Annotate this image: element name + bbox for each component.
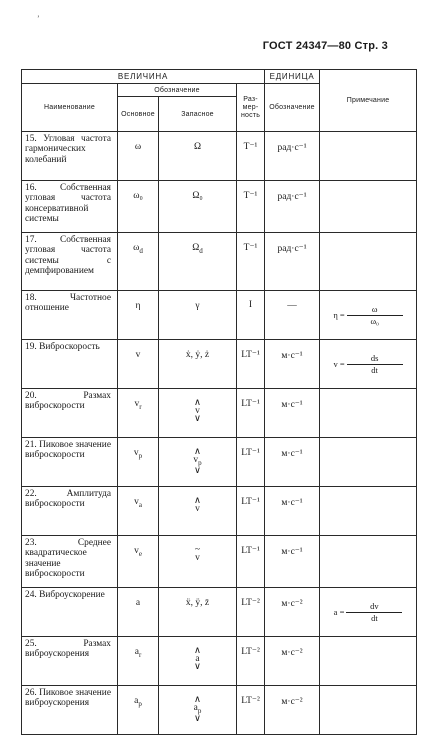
quantity-name-cell: 23. Среднее квадратическое значение виброскорости [22,536,118,588]
quantity-name-cell: 15. Угловая частота гармонических колебаний [22,132,118,181]
table-row [22,340,417,389]
quantity-name-cell: 24. Виброускорение [22,588,118,637]
quantity-name-cell: 17. Собственная угловая частота системы с демпфированием [22,233,118,291]
main-symbol-cell: a [118,588,159,637]
quantity-name-cell: 18. Частотное отношение [22,291,118,340]
dimension-cell: LT⁻¹ [237,487,265,536]
unit-cell: рад·с⁻¹ [265,181,320,233]
main-symbol-cell: $v_e$ [118,536,159,588]
unit-cell: м·с⁻² [265,686,320,735]
dimension-cell: I [237,291,265,340]
dimension-cell: T⁻¹ [237,132,265,181]
alt-symbol-cell: Ω [159,132,237,181]
col-main-header: Основное [118,97,159,132]
note-cell [320,536,417,588]
table-body [22,132,417,735]
dimension-cell: LT⁻² [237,588,265,637]
note-cell [320,132,417,181]
note-cell: a = dv dt [320,588,417,637]
dimension-cell: T⁻¹ [237,181,265,233]
table-row [22,536,417,588]
note-cell [320,389,417,438]
quantity-name-cell: 25. Размах виброускорения [22,637,118,686]
main-symbol-cell: $v_r$ [118,389,159,438]
alt-symbol-cell: ~ v [159,536,237,588]
dimension-cell: LT⁻¹ [237,536,265,588]
note-cell [320,686,417,735]
unit-cell: м·с⁻² [265,637,320,686]
unit-cell: м·с⁻¹ [265,438,320,487]
col-designation-header: Обозначение [118,84,237,97]
unit-cell: м·с⁻¹ [265,487,320,536]
table-row [22,132,417,181]
table-row [22,686,417,735]
col-dim-header [237,84,265,132]
table-row [22,389,417,438]
note-cell [320,233,417,291]
alt-symbol-cell: ẋ, ẏ, ż [159,340,237,389]
table-row [22,181,417,233]
dimension-cell: T⁻¹ [237,233,265,291]
note-cell [320,438,417,487]
table-row [22,291,417,340]
note-cell: v = ds dt [320,340,417,389]
note-cell [320,637,417,686]
unit-cell: м·с⁻¹ [265,536,320,588]
quantity-name-cell: 19. Виброскорость [22,340,118,389]
main-symbol-cell: $\omega_d$ [118,233,159,291]
table-row [22,233,417,291]
alt-symbol-cell: ∧ a ∨ [159,637,237,686]
note-cell [320,181,417,233]
main-symbol-cell: $v_p$ [118,438,159,487]
alt-symbol-cell: ∧ v ∨ [159,389,237,438]
note-cell: η = ω ω₀ [320,291,417,340]
group-unit-header: ЕДИНИЦА [265,70,320,84]
dimension-cell: LT⁻¹ [237,389,265,438]
col-name-header: Наименование [22,84,118,132]
alt-symbol-cell: $\Omega_d$ [159,233,237,291]
page-mark: ʼ [37,14,40,23]
quantities-table [21,69,417,735]
main-symbol-cell: $a_p$ [118,686,159,735]
alt-symbol-cell: ẍ, ÿ, z̈ [159,588,237,637]
unit-cell: м·с⁻² [265,588,320,637]
col-note-header: Примечание [320,70,417,132]
col-dim-label: Раз- мер- ность [240,95,261,119]
unit-cell: — [265,291,320,340]
unit-cell: м·с⁻¹ [265,340,320,389]
alt-symbol-cell: ∧ v [159,487,237,536]
table-row [22,438,417,487]
alt-symbol-cell: ∧ $a_p$ ∨ [159,686,237,735]
main-symbol-cell: ω₀ [118,181,159,233]
col-alt-header: Запасное [159,97,237,132]
main-symbol-cell: $a_r$ [118,637,159,686]
dimension-cell: LT⁻¹ [237,340,265,389]
unit-cell: рад·с⁻¹ [265,132,320,181]
main-symbol-cell: v [118,340,159,389]
page-header: ГОСТ 24347—80 Стр. 3 [262,40,388,52]
table-row [22,588,417,637]
main-symbol-cell: ω [118,132,159,181]
table-row [22,487,417,536]
quantity-name-cell: 20. Размах виброскорости [22,389,118,438]
quantity-name-cell: 21. Пиковое значение виброскорости [22,438,118,487]
dimension-cell: LT⁻¹ [237,438,265,487]
note-cell [320,487,417,536]
table-row [22,637,417,686]
alt-symbol-cell: Ω₀ [159,181,237,233]
col-unit-designation-header: Обозначение [265,84,320,132]
quantity-name-cell: 16. Собственная угловая частота консервативной системы [22,181,118,233]
dimension-cell: LT⁻² [237,637,265,686]
main-symbol-cell: $v_a$ [118,487,159,536]
group-quantity-header: ВЕЛИЧИНА [22,70,265,84]
main-symbol-cell: η [118,291,159,340]
dimension-cell: LT⁻² [237,686,265,735]
unit-cell: м·с⁻¹ [265,389,320,438]
alt-symbol-cell: ∧ $v_p$ ∨ [159,438,237,487]
alt-symbol-cell: γ [159,291,237,340]
unit-cell: рад·с⁻¹ [265,233,320,291]
quantity-name-cell: 22. Амплитуда виброскорости [22,487,118,536]
quantity-name-cell: 26. Пиковое значение виброускорения [22,686,118,735]
